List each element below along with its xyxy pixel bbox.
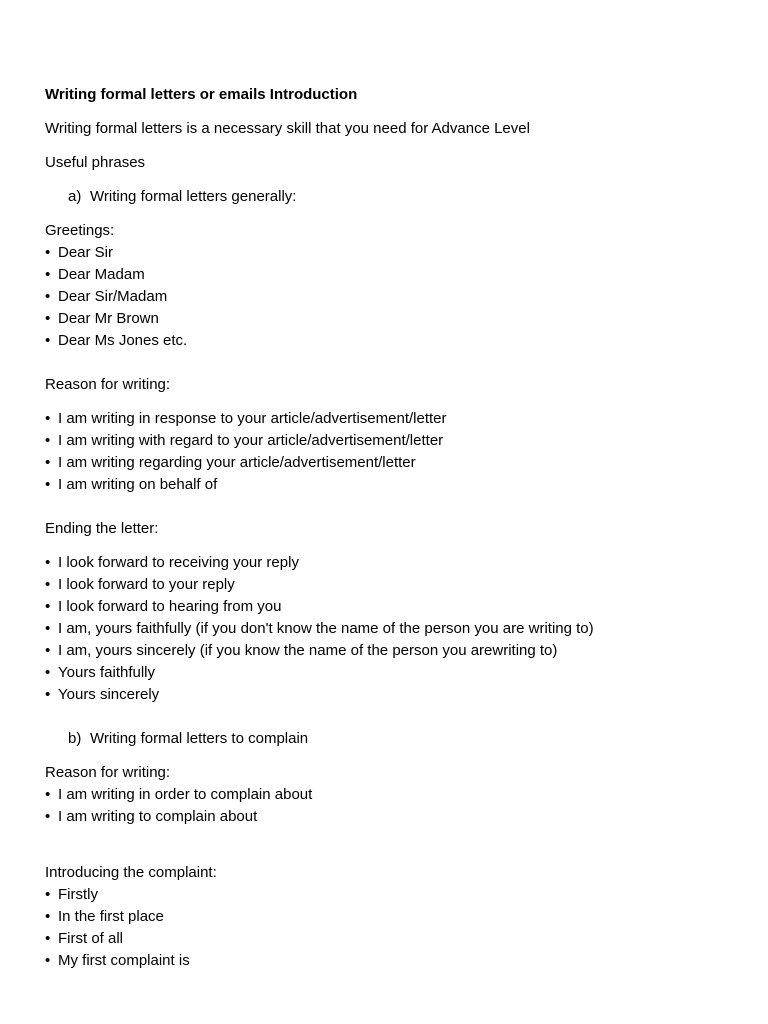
list-item: • I look forward to hearing from you	[45, 596, 745, 618]
useful-phrases-label: Useful phrases	[45, 154, 146, 171]
section-a-marker: a)	[68, 188, 82, 205]
document-title: Writing formal letters or emails Introduction	[45, 86, 358, 103]
list-item: • Dear Madam	[45, 264, 745, 286]
list-item: • I am, yours faithfully (if you don't know the name of the person you are writing to)	[45, 618, 745, 640]
bullet-icon: •	[45, 886, 51, 903]
list-item: • In the first place	[45, 906, 745, 928]
bullet-icon: •	[45, 598, 51, 615]
bullet-icon: •	[45, 310, 51, 327]
bullet-icon: •	[45, 476, 51, 493]
bullet-icon: •	[45, 432, 51, 449]
section-b-marker: b)	[68, 730, 82, 747]
list-item: • First of all	[45, 928, 745, 950]
list-item: • I look forward to receiving your reply	[45, 552, 745, 574]
introducing-list	[45, 884, 745, 972]
bullet-icon: •	[45, 244, 51, 261]
list-item: • I am, yours sincerely (if you know the name of the person you arewriting to)	[45, 640, 745, 662]
list-item: • Firstly	[45, 884, 745, 906]
bullet-icon: •	[45, 642, 51, 659]
section-b-heading	[45, 718, 745, 750]
intro-paragraph: Writing formal letters is a necessary skill that you need for Advance Level	[45, 120, 530, 137]
bullet-icon: •	[45, 930, 51, 947]
list-item: • My first complaint is	[45, 950, 745, 972]
reason-list	[45, 408, 745, 496]
bullet-icon: •	[45, 664, 51, 681]
bullet-icon: •	[45, 410, 51, 427]
reason-heading: Reason for writing:	[45, 376, 171, 393]
list-item: • I am writing regarding your article/advertisement/letter	[45, 452, 745, 474]
bullet-icon: •	[45, 786, 51, 803]
list-item: • Dear Sir/Madam	[45, 286, 745, 308]
greetings-list	[45, 242, 745, 352]
bullet-icon: •	[45, 686, 51, 703]
list-item: • I am writing to complain about	[45, 806, 745, 828]
bullet-icon: •	[45, 620, 51, 637]
bullet-icon: •	[45, 332, 51, 349]
bullet-icon: •	[45, 576, 51, 593]
complain-reason-heading: Reason for writing:	[45, 764, 171, 781]
complain-reason-list	[45, 784, 745, 828]
bullet-icon: •	[45, 454, 51, 471]
list-item: • Dear Sir	[45, 242, 745, 264]
list-item: • Dear Ms Jones etc.	[45, 330, 745, 352]
list-item: • I am writing in order to complain about	[45, 784, 745, 806]
list-item: • I am writing in response to your article/advertisement/letter	[45, 408, 745, 430]
ending-heading: Ending the letter:	[45, 520, 159, 537]
section-a-label: Writing formal letters generally:	[90, 188, 297, 205]
section-a-heading	[45, 186, 745, 208]
section-b-label: Writing formal letters to complain	[90, 730, 309, 747]
bullet-icon: •	[45, 554, 51, 571]
list-item: • I look forward to your reply	[45, 574, 745, 596]
list-item: • Dear Mr Brown	[45, 308, 745, 330]
bullet-icon: •	[45, 952, 51, 969]
bullet-icon: •	[45, 288, 51, 305]
bullet-icon: •	[45, 266, 51, 283]
greetings-heading: Greetings:	[45, 222, 115, 239]
document-page	[45, 84, 745, 972]
introducing-heading: Introducing the complaint:	[45, 864, 217, 881]
bullet-icon: •	[45, 908, 51, 925]
list-item: • I am writing on behalf of	[45, 474, 745, 496]
ending-list	[45, 552, 745, 706]
bullet-icon: •	[45, 808, 51, 825]
list-item: • Yours sincerely	[45, 684, 745, 706]
list-item: • Yours faithfully	[45, 662, 745, 684]
list-item: • I am writing with regard to your article/advertisement/letter	[45, 430, 745, 452]
